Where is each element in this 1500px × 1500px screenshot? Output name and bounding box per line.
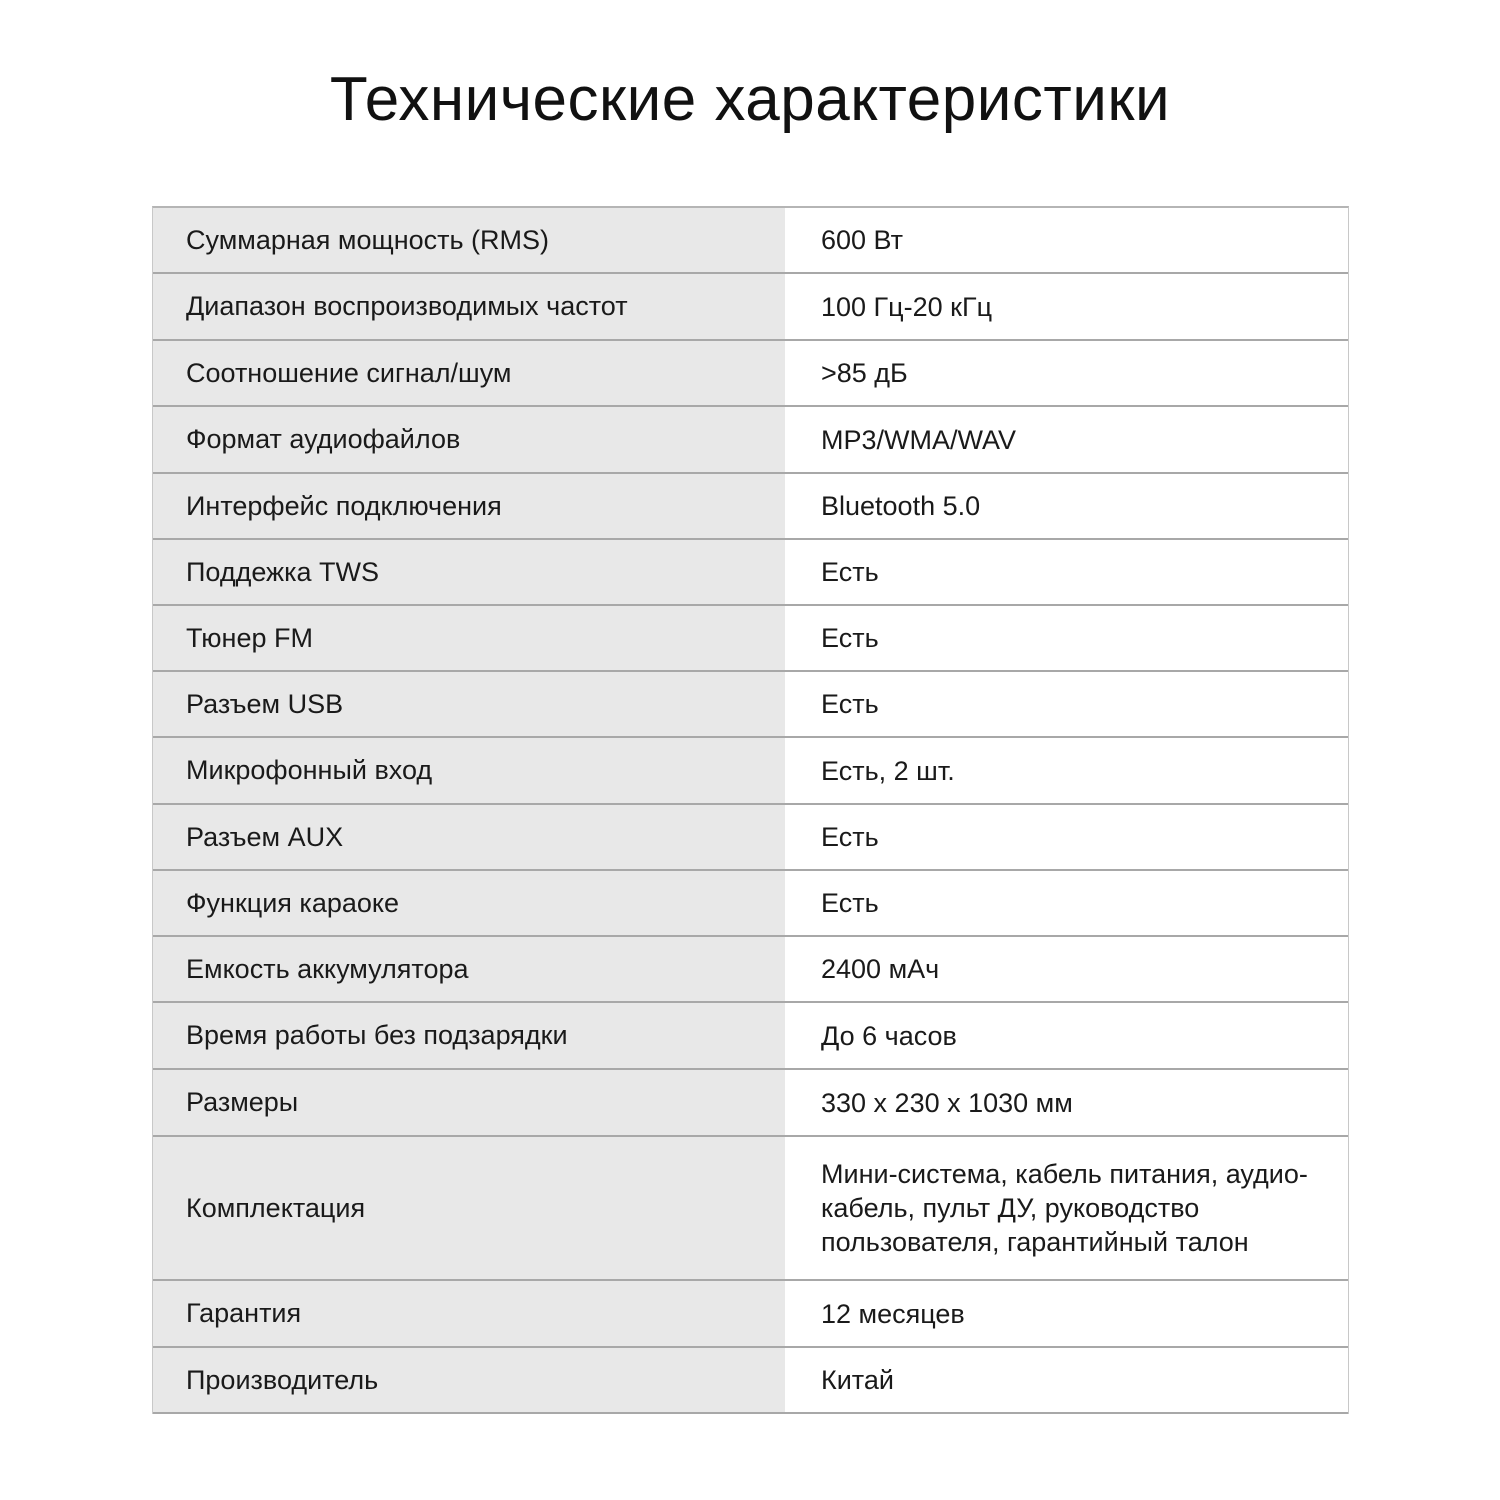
spec-label: Производитель: [153, 1348, 785, 1412]
spec-value: Bluetooth 5.0: [785, 474, 1348, 538]
spec-row: [153, 738, 1348, 805]
spec-row: [153, 937, 1348, 1003]
spec-row: [153, 606, 1348, 672]
spec-row: [153, 805, 1348, 871]
spec-value: Есть: [785, 606, 1348, 670]
spec-label: Комплектация: [153, 1137, 785, 1279]
spec-row: [153, 871, 1348, 937]
spec-value: Есть: [785, 871, 1348, 935]
spec-value: 330 x 230 x 1030 мм: [785, 1070, 1348, 1135]
spec-label: Микрофонный вход: [153, 738, 785, 803]
specifications-table: [152, 206, 1349, 1414]
spec-value: >85 дБ: [785, 341, 1348, 405]
spec-label: Функция караоке: [153, 871, 785, 935]
spec-label: Интерфейс подключения: [153, 474, 785, 538]
spec-label: Разъем AUX: [153, 805, 785, 869]
spec-value: MP3/WMA/WAV: [785, 407, 1348, 472]
spec-label: Тюнер FM: [153, 606, 785, 670]
spec-label: Гарантия: [153, 1281, 785, 1346]
spec-label: Размеры: [153, 1070, 785, 1135]
spec-row: [153, 341, 1348, 407]
spec-value: Есть: [785, 540, 1348, 604]
spec-row: [153, 407, 1348, 474]
spec-label: Разъем USB: [153, 672, 785, 736]
spec-label: Емкость аккумулятора: [153, 937, 785, 1001]
spec-label: Поддежка TWS: [153, 540, 785, 604]
spec-row: [153, 672, 1348, 738]
spec-value: Мини-система, кабель питания, аудио-кабель, пульт ДУ, руководство пользователя, гарантийный талон: [785, 1137, 1348, 1279]
page-title: Технические характеристики: [329, 65, 1171, 134]
spec-value: Есть, 2 шт.: [785, 738, 1348, 803]
spec-row: [153, 1070, 1348, 1137]
spec-value: 12 месяцев: [785, 1281, 1348, 1346]
spec-label: Соотношение сигнал/шум: [153, 341, 785, 405]
spec-value: 100 Гц-20 кГц: [785, 274, 1348, 339]
spec-value: До 6 часов: [785, 1003, 1348, 1068]
spec-value: Китай: [785, 1348, 1348, 1412]
spec-row: [153, 208, 1348, 274]
spec-row: [153, 1348, 1348, 1414]
spec-row: [153, 274, 1348, 341]
spec-label: Суммарная мощность (RMS): [153, 208, 785, 272]
spec-value: 600 Вт: [785, 208, 1348, 272]
spec-value: 2400 мАч: [785, 937, 1348, 1001]
spec-label: Формат аудиофайлов: [153, 407, 785, 472]
spec-value: Есть: [785, 672, 1348, 736]
spec-row: [153, 540, 1348, 606]
spec-row: [153, 1137, 1348, 1281]
spec-value: Есть: [785, 805, 1348, 869]
spec-row: [153, 1003, 1348, 1070]
spec-label: Время работы без подзарядки: [153, 1003, 785, 1068]
spec-row: [153, 474, 1348, 540]
spec-label: Диапазон воспроизводимых частот: [153, 274, 785, 339]
spec-row: [153, 1281, 1348, 1348]
